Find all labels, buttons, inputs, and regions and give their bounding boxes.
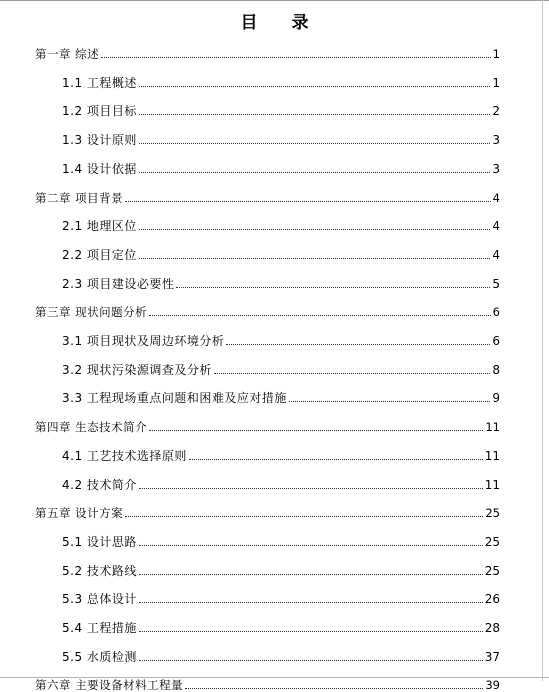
- toc-chapter-entry[interactable]: [35, 41, 500, 61]
- toc-entry-label: 第五章 设计方案: [35, 506, 124, 521]
- toc-entry-label: 5.1 设计思路: [62, 534, 137, 549]
- toc-entry-label: 4.1 工艺技术选择原则: [62, 448, 187, 463]
- toc-page-number: 11: [484, 477, 500, 492]
- toc-page-number: 39: [485, 678, 500, 692]
- toc-entry-label: 第三章 现状问题分析: [35, 305, 148, 320]
- toc-entry-label: 1.4 设计依据: [62, 161, 137, 176]
- toc-page-number: 25: [485, 506, 500, 521]
- toc-page-number: 37: [484, 649, 500, 664]
- dot-leader: [176, 286, 490, 288]
- toc-section-entry[interactable]: [62, 558, 500, 578]
- toc-entry-label: 4.2 技术简介: [62, 477, 137, 492]
- toc-page-number: 25: [484, 563, 500, 578]
- dot-leader: [226, 343, 490, 345]
- dot-leader: [139, 487, 483, 489]
- toc-page-number: 4: [492, 190, 500, 205]
- toc-page-number: 1: [492, 75, 500, 90]
- toc-entry-label: 第六章 主要设备材料工程量: [35, 678, 184, 692]
- toc-section-entry[interactable]: [62, 242, 500, 262]
- toc-page-number: 3: [492, 161, 500, 176]
- toc-section-entry[interactable]: [62, 98, 500, 118]
- toc-entry-label: 1.1 工程概述: [62, 75, 137, 90]
- toc-section-entry[interactable]: [62, 615, 500, 635]
- toc-section-entry[interactable]: [62, 529, 500, 549]
- toc-entry-label: 5.4 工程措施: [62, 621, 137, 635]
- dot-leader: [149, 314, 491, 316]
- dot-leader: [139, 171, 490, 173]
- dot-leader: [139, 228, 490, 230]
- toc-chapter-entry[interactable]: [35, 672, 500, 692]
- dot-leader: [139, 85, 490, 87]
- toc-entry-label: 5.5 水质检测: [62, 649, 137, 664]
- dot-leader: [214, 372, 490, 374]
- dot-leader: [125, 200, 491, 202]
- toc-section-entry[interactable]: [62, 644, 500, 664]
- bottom-border: [0, 677, 549, 678]
- toc-entry-label: 2.2 项目定位: [62, 247, 137, 262]
- toc-page-number: 26: [484, 592, 500, 607]
- toc-page-number: 11: [485, 420, 500, 435]
- toc-chapter-entry[interactable]: [35, 414, 500, 434]
- toc-entry-label: 第一章 综述: [35, 47, 100, 61]
- toc-page-number: 4: [492, 219, 500, 234]
- toc-page-number: 9: [492, 391, 500, 406]
- toc-section-entry[interactable]: [62, 385, 500, 405]
- toc-page-number: 3: [492, 133, 500, 148]
- dot-leader: [289, 400, 490, 402]
- dot-leader: [139, 544, 483, 546]
- dot-leader: [101, 56, 491, 58]
- toc-page-number: 4: [492, 247, 500, 262]
- dot-leader: [139, 630, 483, 632]
- right-border: [542, 0, 543, 681]
- toc-section-entry[interactable]: [62, 156, 500, 176]
- toc-section-entry[interactable]: [62, 443, 500, 463]
- toc-section-entry[interactable]: [62, 271, 500, 291]
- toc-section-entry[interactable]: [62, 472, 500, 492]
- dot-leader: [125, 515, 483, 517]
- toc-page-number: 8: [492, 362, 500, 377]
- toc-section-entry[interactable]: [62, 357, 500, 377]
- toc-entry-label: 2.3 项目建设必要性: [62, 276, 175, 291]
- dot-leader: [139, 257, 490, 259]
- toc-chapter-entry[interactable]: [35, 299, 500, 319]
- dot-leader: [139, 573, 483, 575]
- toc-page-number: 2: [492, 104, 500, 119]
- dot-leader: [185, 687, 483, 689]
- toc-entry-label: 5.3 总体设计: [62, 592, 137, 607]
- toc-entry-label: 5.2 技术路线: [62, 563, 137, 578]
- toc-chapter-entry[interactable]: [35, 500, 500, 520]
- toc-section-entry[interactable]: [62, 586, 500, 606]
- toc-page-number: 6: [492, 305, 500, 320]
- toc-entry-label: 3.2 现状污染源调查及分析: [62, 362, 212, 377]
- page-title: 目 录: [240, 13, 323, 33]
- toc-entry-label: 3.1 项目现状及周边环境分析: [62, 334, 225, 348]
- toc-section-entry[interactable]: [62, 70, 500, 90]
- toc-page-number: 5: [492, 276, 500, 291]
- dot-leader: [139, 113, 490, 115]
- toc-entry-label: 1.2 项目目标: [62, 104, 137, 119]
- dot-leader: [139, 142, 490, 144]
- toc-entry-label: 第四章 生态技术简介: [35, 420, 148, 435]
- toc-page-number: 1: [492, 47, 500, 61]
- toc-page-number: 25: [484, 534, 500, 549]
- toc-entry-label: 1.3 设计原则: [62, 133, 137, 148]
- toc-entry-label: 第二章 项目背景: [35, 190, 124, 205]
- dot-leader: [139, 659, 483, 661]
- dot-leader: [139, 601, 483, 603]
- toc-page-number: 11: [484, 448, 500, 463]
- dot-leader: [149, 429, 483, 431]
- toc-section-entry[interactable]: [62, 213, 500, 233]
- toc-section-entry[interactable]: [62, 328, 500, 348]
- toc-page-number: 6: [492, 334, 500, 348]
- dot-leader: [189, 458, 483, 460]
- toc-entry-label: 3.3 工程现场重点问题和困难及应对措施: [62, 391, 287, 406]
- toc-section-entry[interactable]: [62, 127, 500, 147]
- top-border: [0, 0, 549, 1]
- toc-chapter-entry[interactable]: [35, 185, 500, 205]
- toc-page-number: 28: [484, 621, 500, 635]
- toc-entry-label: 2.1 地理区位: [62, 219, 137, 234]
